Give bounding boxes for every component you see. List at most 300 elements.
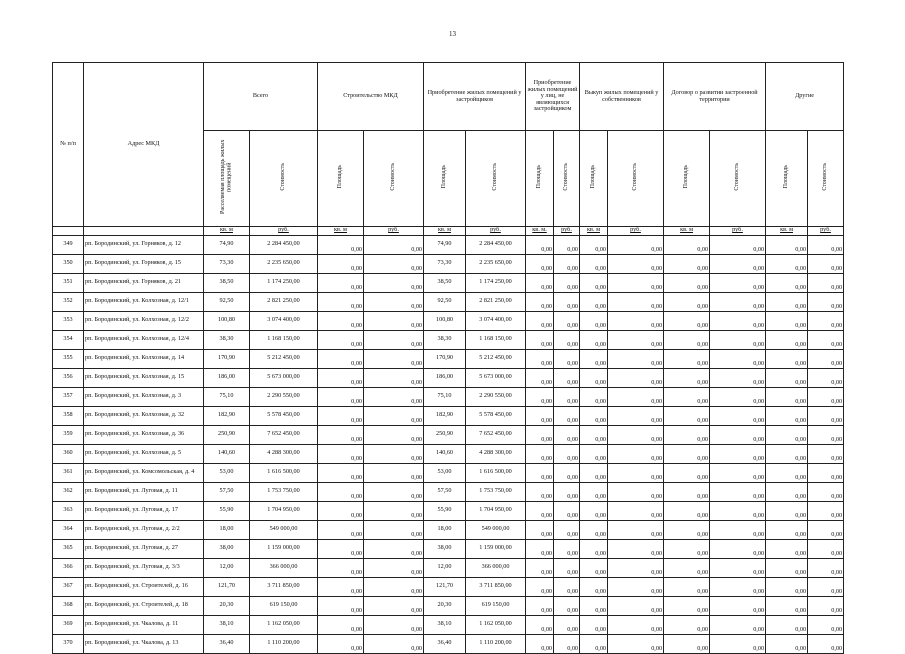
row-other-area: 0,00 <box>766 558 808 577</box>
row-buyout-cost: 0,00 <box>608 254 664 273</box>
row-non-developer-cost: 0,00 <box>554 463 580 482</box>
row-other-area: 0,00 <box>766 254 808 273</box>
group-header-row <box>53 63 844 131</box>
row-number: 369 <box>53 615 84 634</box>
row-number: 353 <box>53 311 84 330</box>
table-row <box>53 387 844 406</box>
row-buyout-area: 0,00 <box>580 330 608 349</box>
row-total-area: 12,00 <box>204 558 250 577</box>
table-row <box>53 425 844 444</box>
row-other-area: 0,00 <box>766 292 808 311</box>
row-other-cost: 0,00 <box>808 330 844 349</box>
row-buyout-cost: 0,00 <box>608 577 664 596</box>
row-construction-area: 0,00 <box>318 235 364 254</box>
row-total-area: 170,90 <box>204 349 250 368</box>
row-development-area: 0,00 <box>664 406 710 425</box>
row-number: 354 <box>53 330 84 349</box>
row-development-cost: 0,00 <box>710 520 766 539</box>
row-buyout-area: 0,00 <box>580 235 608 254</box>
row-construction-cost: 0,00 <box>364 368 424 387</box>
group-header-total: Всего <box>204 63 318 131</box>
row-address: рп. Бородинский, ул. Горняков, д. 15 <box>84 254 204 273</box>
row-development-cost: 0,00 <box>710 558 766 577</box>
row-buyout-cost: 0,00 <box>608 292 664 311</box>
subheader: Площадь <box>766 131 808 227</box>
row-non-developer-cost: 0,00 <box>554 596 580 615</box>
row-construction-cost: 0,00 <box>364 615 424 634</box>
row-buyout-cost: 0,00 <box>608 634 664 653</box>
row-construction-area: 0,00 <box>318 501 364 520</box>
subheader: Расселяемая площадь жилых помещений <box>204 131 250 227</box>
row-construction-cost: 0,00 <box>364 330 424 349</box>
row-number: 355 <box>53 349 84 368</box>
row-construction-area: 0,00 <box>318 425 364 444</box>
row-non-developer-area: 0,00 <box>526 577 554 596</box>
row-development-area: 0,00 <box>664 311 710 330</box>
row-address: рп. Бородинский, ул. Колхозная, д. 3 <box>84 387 204 406</box>
row-development-area: 0,00 <box>664 482 710 501</box>
table-row <box>53 634 844 653</box>
row-development-area: 0,00 <box>664 273 710 292</box>
row-construction-area: 0,00 <box>318 539 364 558</box>
row-developer-area: 20,30 <box>424 596 466 615</box>
row-developer-area: 75,10 <box>424 387 466 406</box>
row-address: рп. Бородинский, ул. Колхозная, д. 36 <box>84 425 204 444</box>
row-buyout-cost: 0,00 <box>608 463 664 482</box>
row-other-area: 0,00 <box>766 634 808 653</box>
unit-cell: кв. м <box>424 226 466 235</box>
row-development-cost: 0,00 <box>710 273 766 292</box>
row-non-developer-area: 0,00 <box>526 311 554 330</box>
row-total-cost: 7 652 450,00 <box>250 425 318 444</box>
row-developer-area: 38,10 <box>424 615 466 634</box>
row-other-cost: 0,00 <box>808 406 844 425</box>
group-header-development-contract: Договор о развитии застроенной территории <box>664 63 766 131</box>
row-construction-cost: 0,00 <box>364 501 424 520</box>
unit-cell: руб. <box>608 226 664 235</box>
row-address: рп. Бородинский, ул. Колхозная, д. 14 <box>84 349 204 368</box>
row-address: рп. Бородинский, ул. Комсомольская, д. 4 <box>84 463 204 482</box>
table-row <box>53 330 844 349</box>
row-address: рп. Бородинский, ул. Горняков, д. 21 <box>84 273 204 292</box>
row-development-area: 0,00 <box>664 596 710 615</box>
row-developer-cost: 1 704 950,00 <box>466 501 526 520</box>
row-non-developer-area: 0,00 <box>526 425 554 444</box>
row-developer-area: 92,50 <box>424 292 466 311</box>
row-total-cost: 1 704 950,00 <box>250 501 318 520</box>
row-buyout-area: 0,00 <box>580 444 608 463</box>
row-non-developer-cost: 0,00 <box>554 330 580 349</box>
row-buyout-area: 0,00 <box>580 463 608 482</box>
row-developer-cost: 2 235 650,00 <box>466 254 526 273</box>
row-developer-cost: 1 168 150,00 <box>466 330 526 349</box>
row-buyout-cost: 0,00 <box>608 520 664 539</box>
row-buyout-cost: 0,00 <box>608 368 664 387</box>
row-buyout-area: 0,00 <box>580 387 608 406</box>
row-developer-cost: 366 000,00 <box>466 558 526 577</box>
row-number: 366 <box>53 558 84 577</box>
row-non-developer-cost: 0,00 <box>554 425 580 444</box>
unit-cell: руб. <box>554 226 580 235</box>
subheader: Стоимость <box>710 131 766 227</box>
row-non-developer-area: 0,00 <box>526 520 554 539</box>
row-developer-cost: 2 821 250,00 <box>466 292 526 311</box>
row-number: 357 <box>53 387 84 406</box>
row-other-cost: 0,00 <box>808 539 844 558</box>
row-developer-area: 170,90 <box>424 349 466 368</box>
row-other-cost: 0,00 <box>808 501 844 520</box>
table-row <box>53 444 844 463</box>
row-development-area: 0,00 <box>664 235 710 254</box>
row-buyout-cost: 0,00 <box>608 349 664 368</box>
row-buyout-cost: 0,00 <box>608 387 664 406</box>
row-buyout-cost: 0,00 <box>608 501 664 520</box>
row-non-developer-area: 0,00 <box>526 615 554 634</box>
row-total-cost: 1 162 050,00 <box>250 615 318 634</box>
row-construction-cost: 0,00 <box>364 596 424 615</box>
row-construction-area: 0,00 <box>318 577 364 596</box>
row-buyout-area: 0,00 <box>580 634 608 653</box>
row-buyout-area: 0,00 <box>580 539 608 558</box>
row-construction-area: 0,00 <box>318 482 364 501</box>
table-row <box>53 349 844 368</box>
row-address: рп. Бородинский, ул. Луговая, д. 17 <box>84 501 204 520</box>
row-total-cost: 366 000,00 <box>250 558 318 577</box>
row-development-cost: 0,00 <box>710 254 766 273</box>
row-non-developer-cost: 0,00 <box>554 349 580 368</box>
row-non-developer-cost: 0,00 <box>554 577 580 596</box>
table-row <box>53 558 844 577</box>
row-non-developer-cost: 0,00 <box>554 235 580 254</box>
row-other-area: 0,00 <box>766 482 808 501</box>
row-buyout-cost: 0,00 <box>608 425 664 444</box>
row-total-cost: 1 174 250,00 <box>250 273 318 292</box>
row-development-area: 0,00 <box>664 444 710 463</box>
row-development-cost: 0,00 <box>710 292 766 311</box>
row-other-cost: 0,00 <box>808 273 844 292</box>
subheader: Площадь <box>526 131 554 227</box>
row-other-cost: 0,00 <box>808 615 844 634</box>
group-header-other: Другие <box>766 63 844 131</box>
row-non-developer-area: 0,00 <box>526 254 554 273</box>
row-total-area: 20,30 <box>204 596 250 615</box>
row-non-developer-area: 0,00 <box>526 501 554 520</box>
row-construction-cost: 0,00 <box>364 577 424 596</box>
row-buyout-area: 0,00 <box>580 254 608 273</box>
row-developer-area: 186,00 <box>424 368 466 387</box>
row-construction-cost: 0,00 <box>364 444 424 463</box>
row-number: 364 <box>53 520 84 539</box>
row-other-cost: 0,00 <box>808 463 844 482</box>
row-number: 361 <box>53 463 84 482</box>
row-buyout-area: 0,00 <box>580 311 608 330</box>
row-number: 360 <box>53 444 84 463</box>
row-development-cost: 0,00 <box>710 311 766 330</box>
row-development-area: 0,00 <box>664 463 710 482</box>
row-total-area: 53,00 <box>204 463 250 482</box>
row-development-area: 0,00 <box>664 634 710 653</box>
row-developer-area: 121,70 <box>424 577 466 596</box>
row-number: 350 <box>53 254 84 273</box>
table-row <box>53 501 844 520</box>
row-developer-cost: 1 753 750,00 <box>466 482 526 501</box>
row-buyout-cost: 0,00 <box>608 330 664 349</box>
row-non-developer-area: 0,00 <box>526 349 554 368</box>
row-other-area: 0,00 <box>766 311 808 330</box>
table-row <box>53 311 844 330</box>
row-non-developer-area: 0,00 <box>526 444 554 463</box>
row-address: рп. Бородинский, ул. Чкалова, д. 13 <box>84 634 204 653</box>
row-construction-cost: 0,00 <box>364 273 424 292</box>
table-row <box>53 577 844 596</box>
row-non-developer-cost: 0,00 <box>554 444 580 463</box>
row-other-cost: 0,00 <box>808 368 844 387</box>
row-developer-area: 38,50 <box>424 273 466 292</box>
row-development-cost: 0,00 <box>710 330 766 349</box>
row-number: 370 <box>53 634 84 653</box>
row-buyout-cost: 0,00 <box>608 482 664 501</box>
row-non-developer-cost: 0,00 <box>554 558 580 577</box>
row-address: рп. Бородинский, ул. Колхозная, д. 32 <box>84 406 204 425</box>
group-header-construction: Строительство МКД <box>318 63 424 131</box>
row-other-cost: 0,00 <box>808 292 844 311</box>
unit-cell: руб. <box>466 226 526 235</box>
table-row <box>53 482 844 501</box>
row-non-developer-cost: 0,00 <box>554 387 580 406</box>
table-row <box>53 539 844 558</box>
row-total-cost: 1 168 150,00 <box>250 330 318 349</box>
row-total-area: 36,40 <box>204 634 250 653</box>
row-construction-cost: 0,00 <box>364 463 424 482</box>
row-non-developer-area: 0,00 <box>526 406 554 425</box>
row-buyout-cost: 0,00 <box>608 558 664 577</box>
row-construction-cost: 0,00 <box>364 235 424 254</box>
row-construction-cost: 0,00 <box>364 349 424 368</box>
units-row <box>53 226 844 235</box>
row-development-area: 0,00 <box>664 501 710 520</box>
unit-cell: кв. м <box>318 226 364 235</box>
row-development-cost: 0,00 <box>710 615 766 634</box>
row-address: рп. Бородинский, ул. Строителей, д. 18 <box>84 596 204 615</box>
unit-cell: кв. м. <box>526 226 554 235</box>
unit-cell: кв. м <box>580 226 608 235</box>
unit-cell: руб. <box>364 226 424 235</box>
row-construction-area: 0,00 <box>318 444 364 463</box>
row-other-area: 0,00 <box>766 444 808 463</box>
row-other-area: 0,00 <box>766 349 808 368</box>
row-total-cost: 2 284 450,00 <box>250 235 318 254</box>
unit-cell: кв. м <box>766 226 808 235</box>
row-non-developer-cost: 0,00 <box>554 254 580 273</box>
row-address: рп. Бородинский, ул. Строителей, д. 16 <box>84 577 204 596</box>
row-total-cost: 5 673 000,00 <box>250 368 318 387</box>
subheader: Площадь <box>318 131 364 227</box>
row-non-developer-area: 0,00 <box>526 634 554 653</box>
row-total-cost: 2 235 650,00 <box>250 254 318 273</box>
subheader: Стоимость <box>608 131 664 227</box>
row-development-area: 0,00 <box>664 615 710 634</box>
row-address: рп. Бородинский, ул. Колхозная, д. 15 <box>84 368 204 387</box>
row-other-area: 0,00 <box>766 425 808 444</box>
row-construction-area: 0,00 <box>318 368 364 387</box>
row-total-cost: 1 110 200,00 <box>250 634 318 653</box>
row-address: рп. Бородинский, ул. Колхозная, д. 12/1 <box>84 292 204 311</box>
row-total-area: 57,50 <box>204 482 250 501</box>
subheader: Площадь <box>580 131 608 227</box>
row-development-area: 0,00 <box>664 387 710 406</box>
row-total-area: 92,50 <box>204 292 250 311</box>
row-development-area: 0,00 <box>664 292 710 311</box>
table-row <box>53 368 844 387</box>
row-other-area: 0,00 <box>766 539 808 558</box>
subheader: Стоимость <box>250 131 318 227</box>
row-development-cost: 0,00 <box>710 634 766 653</box>
row-other-cost: 0,00 <box>808 311 844 330</box>
row-development-cost: 0,00 <box>710 235 766 254</box>
row-non-developer-cost: 0,00 <box>554 368 580 387</box>
row-developer-cost: 619 150,00 <box>466 596 526 615</box>
row-developer-cost: 1 174 250,00 <box>466 273 526 292</box>
row-non-developer-cost: 0,00 <box>554 501 580 520</box>
row-non-developer-cost: 0,00 <box>554 634 580 653</box>
row-construction-cost: 0,00 <box>364 634 424 653</box>
row-other-cost: 0,00 <box>808 596 844 615</box>
row-development-cost: 0,00 <box>710 406 766 425</box>
group-header-non-developers: Приобретение жилых помещений у лиц, не являющихся застройщиком <box>526 63 580 131</box>
row-developer-area: 36,40 <box>424 634 466 653</box>
row-total-area: 121,70 <box>204 577 250 596</box>
row-development-area: 0,00 <box>664 254 710 273</box>
unit-cell: руб. <box>250 226 318 235</box>
row-developer-cost: 2 284 450,00 <box>466 235 526 254</box>
table-row <box>53 254 844 273</box>
row-developer-cost: 1 110 200,00 <box>466 634 526 653</box>
row-other-area: 0,00 <box>766 235 808 254</box>
row-number: 368 <box>53 596 84 615</box>
row-developer-cost: 1 162 050,00 <box>466 615 526 634</box>
group-header-buyout: Выкуп жилых помещений у собственников <box>580 63 664 131</box>
row-construction-area: 0,00 <box>318 330 364 349</box>
row-total-cost: 2 821 250,00 <box>250 292 318 311</box>
row-other-cost: 0,00 <box>808 482 844 501</box>
row-other-cost: 0,00 <box>808 577 844 596</box>
row-developer-area: 53,00 <box>424 463 466 482</box>
row-developer-area: 250,90 <box>424 425 466 444</box>
row-developer-cost: 5 673 000,00 <box>466 368 526 387</box>
row-non-developer-area: 0,00 <box>526 539 554 558</box>
row-total-area: 38,30 <box>204 330 250 349</box>
row-address: рп. Бородинский, ул. Луговая, д. 2/2 <box>84 520 204 539</box>
row-construction-area: 0,00 <box>318 596 364 615</box>
row-other-area: 0,00 <box>766 596 808 615</box>
row-address: рп. Бородинский, ул. Чкалова, д. 11 <box>84 615 204 634</box>
row-non-developer-area: 0,00 <box>526 482 554 501</box>
row-construction-area: 0,00 <box>318 634 364 653</box>
unit-cell: кв. м <box>204 226 250 235</box>
row-developer-area: 38,30 <box>424 330 466 349</box>
row-total-area: 100,80 <box>204 311 250 330</box>
subheader: Стоимость <box>466 131 526 227</box>
row-developer-area: 57,50 <box>424 482 466 501</box>
row-developer-area: 74,90 <box>424 235 466 254</box>
row-other-area: 0,00 <box>766 463 808 482</box>
row-number: 351 <box>53 273 84 292</box>
row-other-area: 0,00 <box>766 615 808 634</box>
row-number: 352 <box>53 292 84 311</box>
table-row <box>53 273 844 292</box>
row-number: 358 <box>53 406 84 425</box>
table-body <box>53 235 844 653</box>
row-developer-area: 73,30 <box>424 254 466 273</box>
row-other-cost: 0,00 <box>808 254 844 273</box>
row-development-cost: 0,00 <box>710 349 766 368</box>
row-development-area: 0,00 <box>664 558 710 577</box>
row-total-area: 38,50 <box>204 273 250 292</box>
row-non-developer-area: 0,00 <box>526 558 554 577</box>
row-construction-cost: 0,00 <box>364 425 424 444</box>
row-construction-cost: 0,00 <box>364 254 424 273</box>
row-developer-area: 55,90 <box>424 501 466 520</box>
row-construction-area: 0,00 <box>318 254 364 273</box>
row-buyout-area: 0,00 <box>580 482 608 501</box>
row-buyout-area: 0,00 <box>580 368 608 387</box>
row-other-area: 0,00 <box>766 577 808 596</box>
row-buyout-area: 0,00 <box>580 520 608 539</box>
row-non-developer-cost: 0,00 <box>554 482 580 501</box>
row-buyout-cost: 0,00 <box>608 235 664 254</box>
row-developer-cost: 3 074 400,00 <box>466 311 526 330</box>
row-non-developer-cost: 0,00 <box>554 520 580 539</box>
row-address: рп. Бородинский, ул. Луговая, д. 11 <box>84 482 204 501</box>
row-total-area: 73,30 <box>204 254 250 273</box>
row-buyout-cost: 0,00 <box>608 596 664 615</box>
row-buyout-cost: 0,00 <box>608 444 664 463</box>
row-total-cost: 1 159 000,00 <box>250 539 318 558</box>
row-other-area: 0,00 <box>766 501 808 520</box>
row-construction-cost: 0,00 <box>364 292 424 311</box>
row-buyout-area: 0,00 <box>580 273 608 292</box>
row-total-area: 182,90 <box>204 406 250 425</box>
row-total-cost: 5 578 450,00 <box>250 406 318 425</box>
row-address: рп. Бородинский, ул. Колхозная, д. 12/4 <box>84 330 204 349</box>
row-construction-cost: 0,00 <box>364 387 424 406</box>
row-construction-cost: 0,00 <box>364 558 424 577</box>
table-row <box>53 235 844 254</box>
row-developer-cost: 7 652 450,00 <box>466 425 526 444</box>
row-construction-area: 0,00 <box>318 406 364 425</box>
row-total-cost: 1 753 750,00 <box>250 482 318 501</box>
row-development-cost: 0,00 <box>710 482 766 501</box>
row-address: рп. Бородинский, ул. Луговая, д. 27 <box>84 539 204 558</box>
row-buyout-area: 0,00 <box>580 425 608 444</box>
row-buyout-area: 0,00 <box>580 558 608 577</box>
row-construction-cost: 0,00 <box>364 482 424 501</box>
row-non-developer-area: 0,00 <box>526 463 554 482</box>
row-developer-cost: 4 288 300,00 <box>466 444 526 463</box>
row-other-area: 0,00 <box>766 406 808 425</box>
row-developer-area: 182,90 <box>424 406 466 425</box>
row-construction-cost: 0,00 <box>364 520 424 539</box>
row-development-cost: 0,00 <box>710 539 766 558</box>
row-developer-cost: 3 711 850,00 <box>466 577 526 596</box>
row-developer-cost: 5 578 450,00 <box>466 406 526 425</box>
row-other-area: 0,00 <box>766 273 808 292</box>
row-development-cost: 0,00 <box>710 577 766 596</box>
row-development-area: 0,00 <box>664 349 710 368</box>
unit-cell: руб. <box>808 226 844 235</box>
subheader: Площадь <box>664 131 710 227</box>
row-total-area: 75,10 <box>204 387 250 406</box>
